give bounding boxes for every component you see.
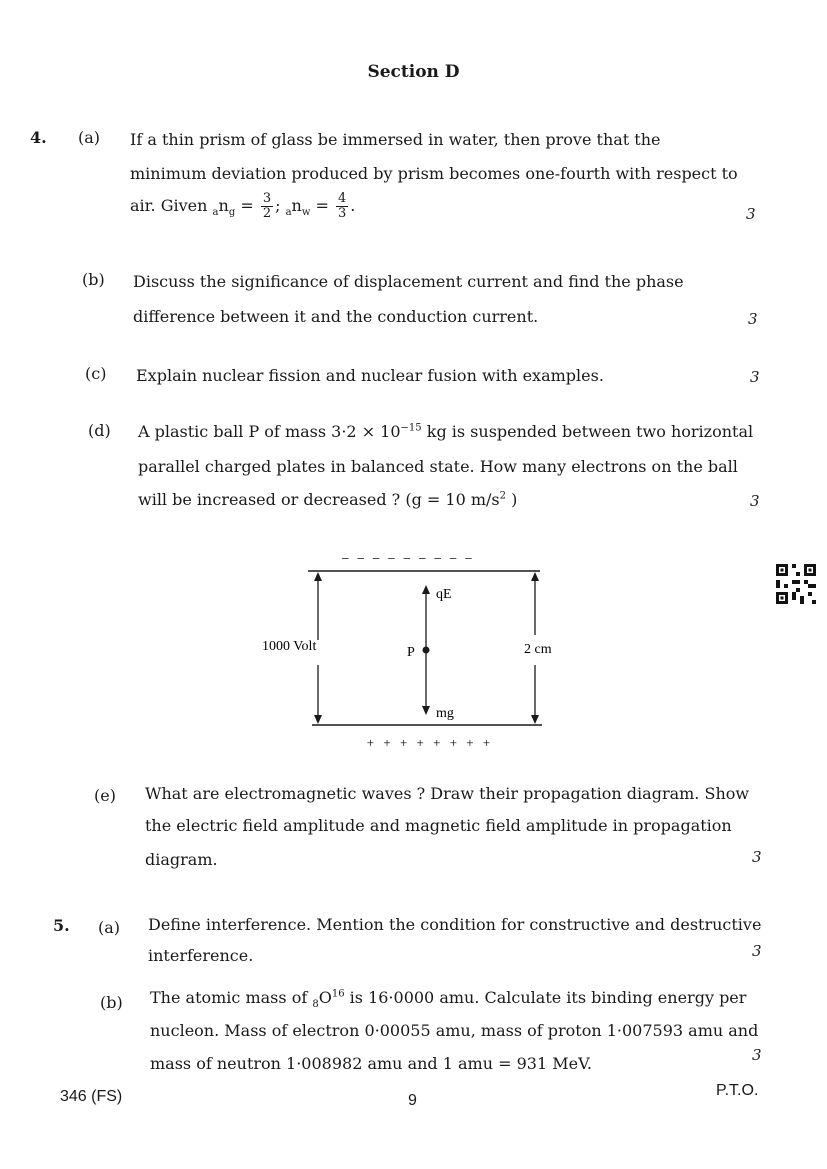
fraction-water: $\frac{4}{3}$ <box>338 191 347 221</box>
part-label-4b: (b) <box>82 270 105 289</box>
page-number: 9 <box>408 1092 417 1109</box>
force-qe-label: qE <box>436 587 452 602</box>
marks-4e: 3 <box>752 848 762 866</box>
q5a-line-2: interference. <box>148 946 254 965</box>
question-number-4: 4. <box>30 128 47 147</box>
refractive-index-water: $_an_w$ <box>285 196 311 219</box>
q4a-line-2: minimum deviation produced by prism becomes one-fourth with respect to <box>130 164 738 183</box>
ball-p <box>423 647 430 654</box>
separator: ; <box>275 196 281 215</box>
part-label-4e: (e) <box>94 786 116 805</box>
voltage-label: 1000 Volt <box>262 639 317 654</box>
marks-4d: 3 <box>750 492 760 510</box>
part-label-5b: (b) <box>100 993 123 1012</box>
qr-code-icon <box>776 564 816 604</box>
section-title: Section D <box>367 62 460 82</box>
part-label-4a: (a) <box>78 128 101 147</box>
marks-5b: 3 <box>752 1046 762 1064</box>
q4d-line-3: will be increased or decreased ? (g = 10 $m/s^2$ ) <box>138 490 518 509</box>
refractive-index-glass: $_an_g$ <box>212 196 236 219</box>
q4a-line-1: If a thin prism of glass be immersed in water, then prove that the <box>130 130 661 149</box>
part-label-5a: (a) <box>98 918 121 937</box>
q5a-line-1: Define interference. Mention the condition for constructive and destructive <box>148 915 762 934</box>
part-label-4c: (c) <box>85 364 107 383</box>
fraction-glass: $\frac{3}{2}$ <box>262 191 272 221</box>
distance-label: 2 cm <box>524 642 552 657</box>
force-down-arrowhead <box>422 706 430 715</box>
period: . <box>350 196 356 215</box>
q4a-line-3 <box>130 192 355 221</box>
q5b-line-2: nucleon. Mass of electron 0·00055 amu, mass of proton 1·007593 amu and <box>150 1021 759 1040</box>
q5b-line-1: The atomic mass of $_8O^{16}$ is 16·0000 amu. Calculate its binding energy per <box>150 988 747 1011</box>
question-number-5: 5. <box>53 916 70 935</box>
marks-4a: 3 <box>746 205 756 223</box>
q4e-line-3: diagram. <box>145 850 218 869</box>
q4d-line-2: parallel charged plates in balanced state. How many electrons on the ball <box>138 457 738 476</box>
force-mg-label: mg <box>436 706 454 721</box>
q5b-line-3: mass of neutron 1·008982 amu and 1 amu = 931 MeV. <box>150 1054 592 1073</box>
paper-code: 346 (FS) <box>60 1088 123 1105</box>
q4d-line-1: A plastic ball P of mass $3\cdot 2 \times 10^{-15}$ kg is suspended between two horizontal <box>138 422 754 441</box>
marks-4b: 3 <box>748 310 758 328</box>
q4b-line-2: difference between it and the conduction current. <box>133 307 539 326</box>
ball-label: P <box>407 645 415 660</box>
q4e-line-2: the electric field amplitude and magnetic field amplitude in propagation <box>145 816 732 835</box>
marks-5a: 3 <box>752 942 762 960</box>
part-label-4d: (d) <box>88 421 111 440</box>
please-turn-over: P.T.O. <box>716 1082 759 1099</box>
q4e-line-1: What are electromagnetic waves ? Draw their propagation diagram. Show <box>145 784 750 803</box>
equals-sign: = <box>240 196 254 215</box>
positive-charges: + + + + + + + + <box>366 735 494 750</box>
charged-plates-diagram <box>250 545 580 760</box>
q4c-line-1: Explain nuclear fission and nuclear fusion with examples. <box>136 366 604 385</box>
negative-charges: − − − − − − − − − <box>341 552 475 567</box>
equals-sign: = <box>315 196 329 215</box>
force-up-arrowhead <box>422 585 430 594</box>
marks-4c: 3 <box>750 368 760 386</box>
q4b-line-1: Discuss the significance of displacement current and find the phase <box>133 272 684 291</box>
q4a-given-prefix: air. Given <box>130 196 208 215</box>
